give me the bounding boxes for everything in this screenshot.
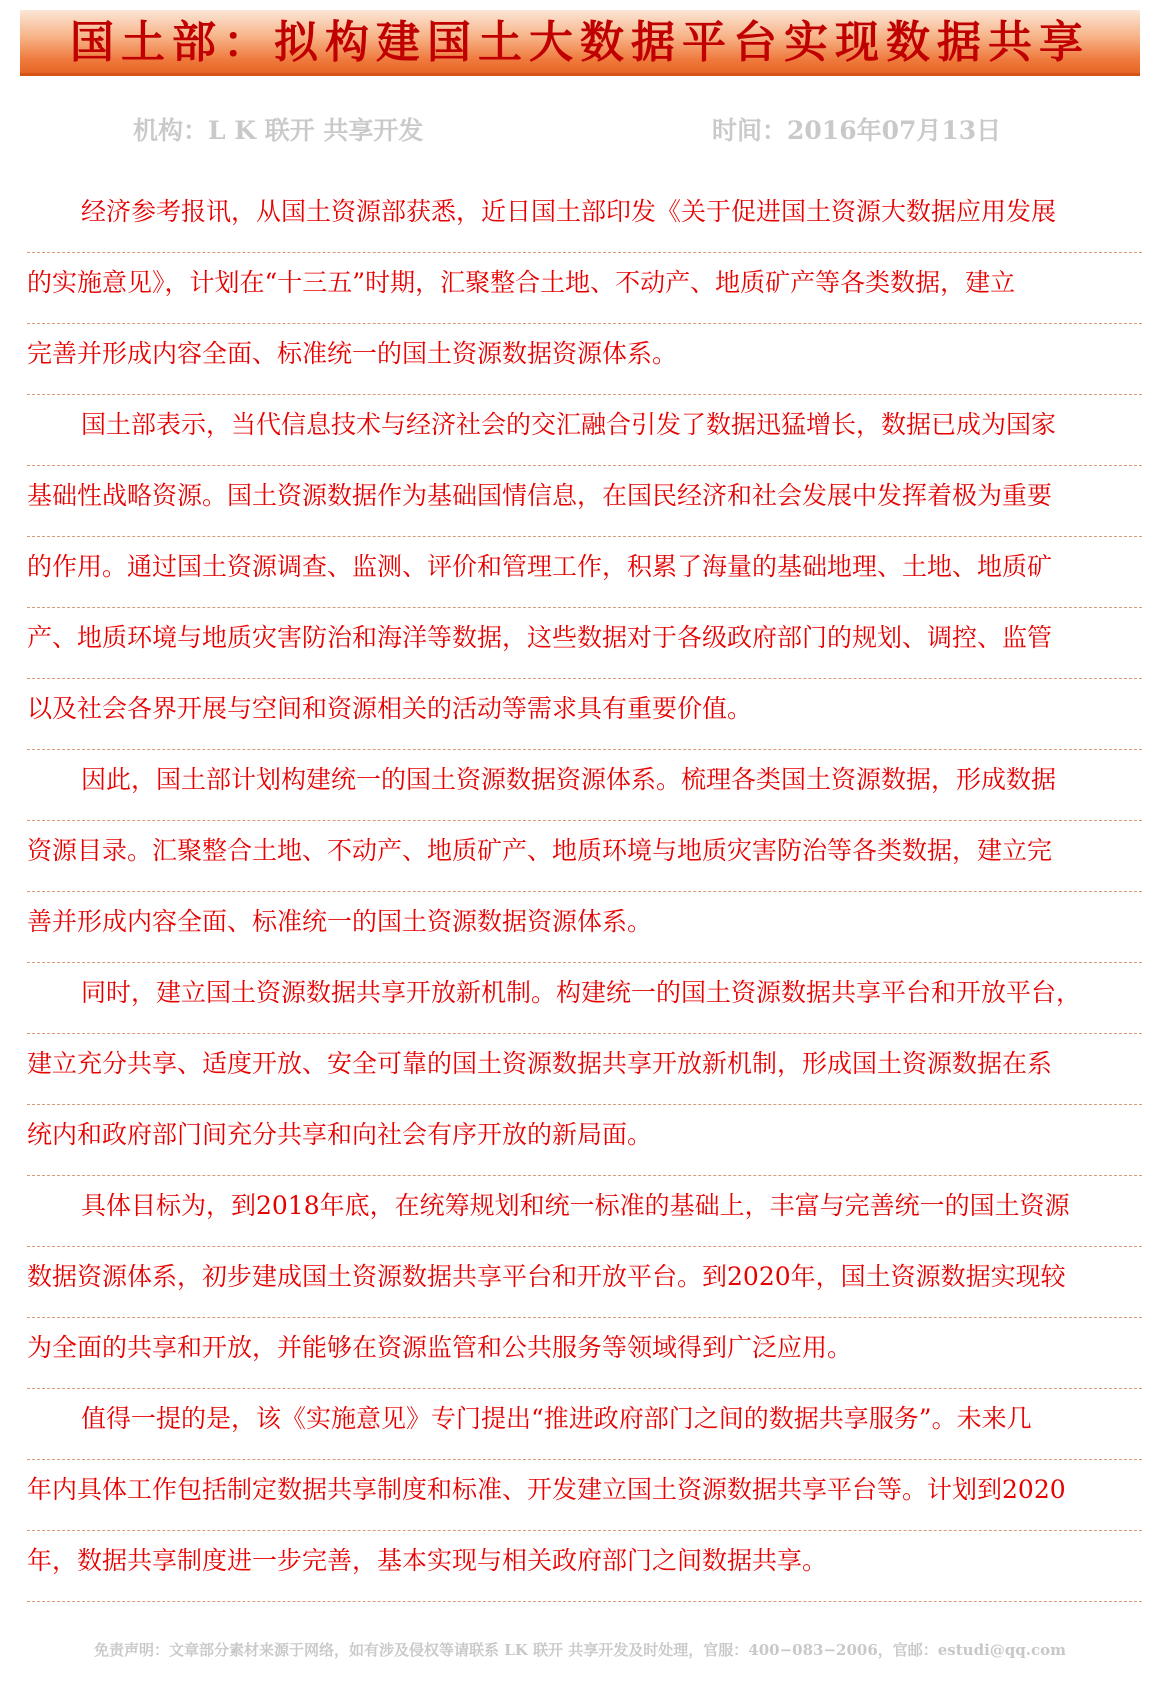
title-banner-edge bbox=[20, 73, 1140, 76]
article-line: 基础性战略资源。国土资源数据作为基础国情信息，在国民经济和社会发展中发挥着极为重要 bbox=[27, 466, 1142, 537]
article-line: 数据资源体系，初步建成国土资源数据共享平台和开放平台。到2020年，国土资源数据实现较 bbox=[27, 1247, 1142, 1318]
article-line: 的实施意见》，计划在“十三五”时期，汇聚整合土地、不动产、地质矿产等各类数据，建立 bbox=[27, 253, 1142, 324]
org-label: 机构： bbox=[133, 116, 209, 145]
page-title: 国土部：拟构建国土大数据平台实现数据共享 bbox=[70, 17, 1090, 68]
time-value: 2016年07月13日 bbox=[787, 116, 1002, 145]
article-line: 因此，国土部计划构建统一的国土资源数据资源体系。梳理各类国土资源数据，形成数据 bbox=[27, 750, 1142, 821]
article-line: 年内具体工作包括制定数据共享制度和标准、开发建立国土资源数据共享平台等。计划到2020 bbox=[27, 1460, 1142, 1531]
time-meta bbox=[712, 116, 1001, 146]
article-line: 同时，建立国土资源数据共享开放新机制。构建统一的国土资源数据共享平台和开放平台， bbox=[27, 963, 1142, 1034]
article-line: 善并形成内容全面、标准统一的国土资源数据资源体系。 bbox=[27, 892, 1142, 963]
title-banner bbox=[20, 10, 1140, 76]
disclaimer: 免责声明：文章部分素材来源于网络，如有涉及侵权等请联系 LK 联开 共享开发及时处理，官服：400−083−2006，官邮：estudi@qq.com bbox=[94, 1641, 1066, 1659]
article-body bbox=[27, 182, 1142, 1602]
article-line: 国土部表示，当代信息技术与经济社会的交汇融合引发了数据迅猛增长，数据已成为国家 bbox=[27, 395, 1142, 466]
article-line: 资源目录。汇聚整合土地、不动产、地质矿产、地质环境与地质灾害防治等各类数据，建立完 bbox=[27, 821, 1142, 892]
article-line: 的作用。通过国土资源调查、监测、评价和管理工作，积累了海量的基础地理、土地、地质矿 bbox=[27, 537, 1142, 608]
article-line: 年，数据共享制度进一步完善，基本实现与相关政府部门之间数据共享。 bbox=[27, 1531, 1142, 1602]
article-line: 经济参考报讯，从国土资源部获悉，近日国土部印发《关于促进国土资源大数据应用发展 bbox=[27, 182, 1142, 253]
org-meta bbox=[133, 116, 423, 146]
article-line: 统内和政府部门间充分共享和向社会有序开放的新局面。 bbox=[27, 1105, 1142, 1176]
article-line: 产、地质环境与地质灾害防治和海洋等数据，这些数据对于各级政府部门的规划、调控、监管 bbox=[27, 608, 1142, 679]
article-line: 建立充分共享、适度开放、安全可靠的国土资源数据共享开放新机制，形成国土资源数据在系 bbox=[27, 1034, 1142, 1105]
article-line: 具体目标为，到2018年底，在统筹规划和统一标准的基础上，丰富与完善统一的国土资源 bbox=[27, 1176, 1142, 1247]
org-value: L K 联开 共享开发 bbox=[208, 116, 424, 145]
article-line: 为全面的共享和开放，并能够在资源监管和公共服务等领域得到广泛应用。 bbox=[27, 1318, 1142, 1389]
article-line: 完善并形成内容全面、标准统一的国土资源数据资源体系。 bbox=[27, 324, 1142, 395]
time-label: 时间： bbox=[712, 116, 788, 145]
article-line: 值得一提的是，该《实施意见》专门提出“推进政府部门之间的数据共享服务”。未来几 bbox=[27, 1389, 1142, 1460]
article-line: 以及社会各界开展与空间和资源相关的活动等需求具有重要价值。 bbox=[27, 679, 1142, 750]
